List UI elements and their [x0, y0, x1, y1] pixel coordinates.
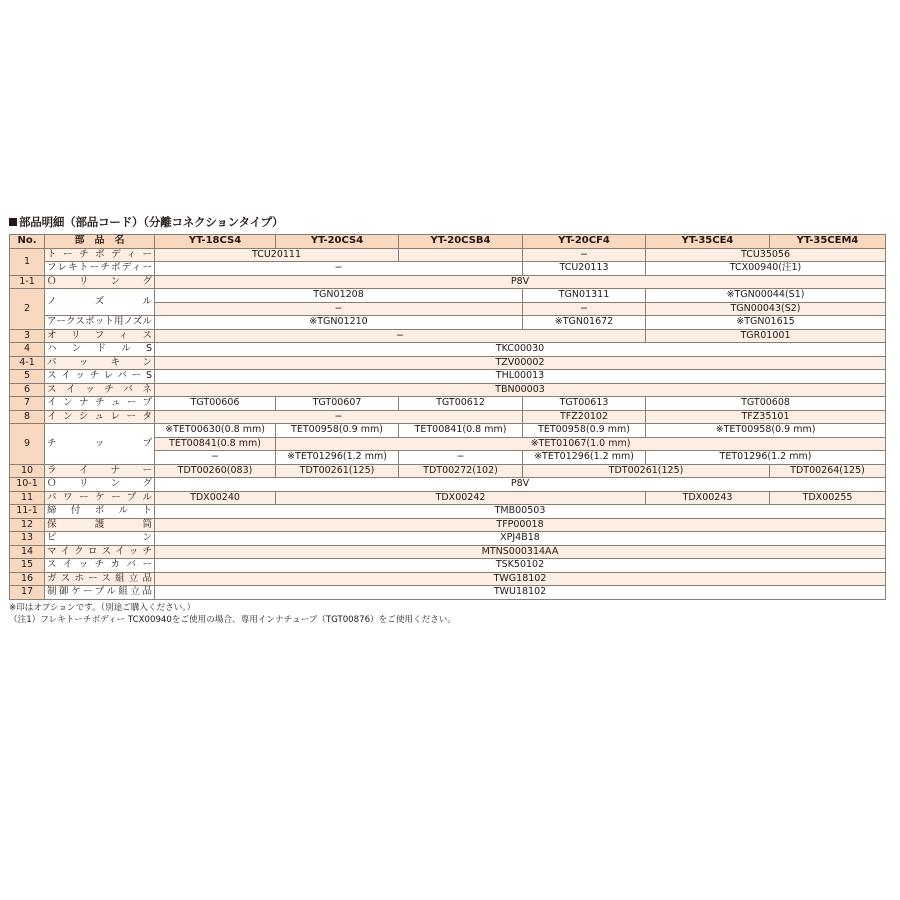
square-bullet-icon — [9, 218, 17, 226]
col-header-model: YT-18CS4 — [155, 235, 276, 249]
part-code: TET00958(0.9 mm) — [523, 424, 646, 438]
part-code: TDT00264(125) — [770, 464, 886, 478]
part-code: TGN00043(S2) — [646, 302, 886, 316]
part-code: TFZ35101 — [646, 410, 886, 424]
row-number: 1-1 — [10, 275, 45, 289]
part-code: TDT00261(125) — [523, 464, 770, 478]
part-code: TGN01208 — [155, 289, 523, 303]
part-name: パ ッ キ ン — [45, 356, 155, 370]
part-code: ※TET01296(1.2 mm) — [276, 451, 399, 465]
part-name: フレキトーチボディー — [45, 262, 155, 276]
part-name: インナチューブ — [45, 397, 155, 411]
part-name: Ｏ リ ン グ — [45, 275, 155, 289]
part-code: TGT00613 — [523, 397, 646, 411]
part-code: P8V — [155, 275, 886, 289]
table-row — [10, 491, 886, 505]
part-name: チ ッ プ — [45, 424, 155, 465]
part-code: − — [155, 451, 276, 465]
footnotes — [9, 602, 885, 626]
part-code: ※TGN00044(S1) — [646, 289, 886, 303]
table-row — [10, 289, 886, 303]
row-number: 10-1 — [10, 478, 45, 492]
part-name: オ リ フ ィ ス — [45, 329, 155, 343]
row-number: 12 — [10, 518, 45, 532]
table-row — [10, 356, 886, 370]
part-code: ※TET01067(1.0 mm) — [276, 437, 886, 451]
part-name: ハ ン ド ル S — [45, 343, 155, 357]
row-number: 13 — [10, 532, 45, 546]
row-number: 11 — [10, 491, 45, 505]
part-name: 制御ケーブル組立品 — [45, 586, 155, 600]
part-name: ノ ズ ル — [45, 289, 155, 316]
part-code: TMB00503 — [155, 505, 886, 519]
part-code: TBN00003 — [155, 383, 886, 397]
part-code: TDT00261(125) — [276, 464, 399, 478]
table-row — [10, 397, 886, 411]
table-header-row — [10, 235, 886, 249]
part-code: TGN01311 — [523, 289, 646, 303]
part-code: ※TGN01672 — [523, 316, 646, 330]
part-code: TDX00243 — [646, 491, 770, 505]
part-code: − — [523, 302, 646, 316]
part-code: ※TET00630(0.8 mm) — [155, 424, 276, 438]
part-name: ピ ン — [45, 532, 155, 546]
table-row — [10, 424, 886, 438]
table-row — [10, 410, 886, 424]
row-number: 5 — [10, 370, 45, 384]
part-code: TZV00002 — [155, 356, 886, 370]
table-row — [10, 329, 886, 343]
part-code: TCU20113 — [523, 262, 646, 276]
part-code: TKC00030 — [155, 343, 886, 357]
table-row — [10, 478, 886, 492]
part-code: TET00841(0.8 mm) — [155, 437, 276, 451]
part-code: TET01296(1.2 mm) — [646, 451, 886, 465]
row-number: 10 — [10, 464, 45, 478]
part-code: TCU20111 — [155, 248, 399, 262]
table-row — [10, 505, 886, 519]
table-row — [10, 518, 886, 532]
part-code: TWG18102 — [155, 572, 886, 586]
part-name: 締 付 ボ ル ト — [45, 505, 155, 519]
table-row — [10, 248, 886, 262]
row-number: 6 — [10, 383, 45, 397]
part-code: TDT00260(083) — [155, 464, 276, 478]
footnote-1: （注1）フレキトーチボディー TCX00940をご使用の場合、専用インナチューブ（TGT00876）をご使用ください。 — [9, 614, 456, 625]
part-name: スイッチレバーS — [45, 370, 155, 384]
part-code: TDX00240 — [155, 491, 276, 505]
col-header-model: YT-20CS4 — [276, 235, 399, 249]
part-code: TGT00608 — [646, 397, 886, 411]
part-code: XPJ4B18 — [155, 532, 886, 546]
part-code: TSK50102 — [155, 559, 886, 573]
part-code: TFZ20102 — [523, 410, 646, 424]
part-code: TCU35056 — [646, 248, 886, 262]
row-number: 9 — [10, 424, 45, 465]
col-header-part-name: 部 品 名 — [45, 235, 155, 249]
table-row — [10, 586, 886, 600]
part-code: TDT00272(102) — [399, 464, 523, 478]
table-row — [10, 262, 886, 276]
part-name: 保 護 筒 — [45, 518, 155, 532]
part-code: TFP00018 — [155, 518, 886, 532]
part-code: TGT00607 — [276, 397, 399, 411]
row-number: 17 — [10, 586, 45, 600]
row-number: 15 — [10, 559, 45, 573]
part-code: P8V — [155, 478, 886, 492]
part-code: − — [399, 451, 523, 465]
part-name: パワーケーブル — [45, 491, 155, 505]
document-title — [9, 213, 885, 231]
part-name: Ｏ リ ン グ — [45, 478, 155, 492]
col-header-no: No. — [10, 235, 45, 249]
table-row — [10, 464, 886, 478]
part-name: インシュレータ — [45, 410, 155, 424]
part-code: TGT00606 — [155, 397, 276, 411]
part-code: − — [155, 410, 523, 424]
table-row — [10, 559, 886, 573]
part-code: MTNS000314AA — [155, 545, 886, 559]
col-header-model: YT-35CE4 — [646, 235, 770, 249]
part-name: ガスホース組立品 — [45, 572, 155, 586]
part-code: − — [155, 329, 646, 343]
part-code: ※TET00958(0.9 mm) — [646, 424, 886, 438]
document-title-text: 部品明細（部品コード）（分離コネクションタイプ） — [19, 215, 284, 229]
col-header-model: YT-20CF4 — [523, 235, 646, 249]
part-name: ラ イ ナ ー — [45, 464, 155, 478]
table-row — [10, 545, 886, 559]
table-row — [10, 532, 886, 546]
part-code: THL00013 — [155, 370, 886, 384]
part-code: TDX00242 — [276, 491, 646, 505]
part-code: − — [155, 262, 523, 276]
table-row — [10, 343, 886, 357]
part-code: ※TGN01615 — [646, 316, 886, 330]
part-code: ※TET01296(1.2 mm) — [523, 451, 646, 465]
part-code: TGR01001 — [646, 329, 886, 343]
table-row — [10, 383, 886, 397]
parts-list-document — [9, 213, 885, 626]
row-number: 4 — [10, 343, 45, 357]
part-code: TWU18102 — [155, 586, 886, 600]
part-code: TET00958(0.9 mm) — [276, 424, 399, 438]
row-number: 3 — [10, 329, 45, 343]
parts-table — [9, 234, 886, 600]
part-code: − — [523, 248, 646, 262]
col-header-model: YT-20CSB4 — [399, 235, 523, 249]
part-code: TCX00940(注1) — [646, 262, 886, 276]
part-code: − — [155, 302, 523, 316]
part-code: TET00841(0.8 mm) — [399, 424, 523, 438]
part-code — [399, 248, 523, 262]
row-number: 1 — [10, 248, 45, 275]
col-header-model: YT-35CEM4 — [770, 235, 886, 249]
row-number: 4-1 — [10, 356, 45, 370]
table-row — [10, 275, 886, 289]
part-name: ス イ ッ チ バ ネ — [45, 383, 155, 397]
part-code: TDX00255 — [770, 491, 886, 505]
row-number: 2 — [10, 289, 45, 330]
part-code: TGT00612 — [399, 397, 523, 411]
row-number: 7 — [10, 397, 45, 411]
row-number: 8 — [10, 410, 45, 424]
table-row — [10, 572, 886, 586]
row-number: 14 — [10, 545, 45, 559]
table-row — [10, 370, 886, 384]
footnote-option: ※印はオプションです。（別途ご購入ください。） — [9, 602, 196, 613]
part-code: ※TGN01210 — [155, 316, 523, 330]
part-name: トーチボディー — [45, 248, 155, 262]
row-number: 16 — [10, 572, 45, 586]
part-name: スイッチカバー — [45, 559, 155, 573]
row-number: 11-1 — [10, 505, 45, 519]
table-row — [10, 316, 886, 330]
part-name: アークスポット用ノズル — [45, 316, 155, 330]
part-name: マイクロスイッチ — [45, 545, 155, 559]
